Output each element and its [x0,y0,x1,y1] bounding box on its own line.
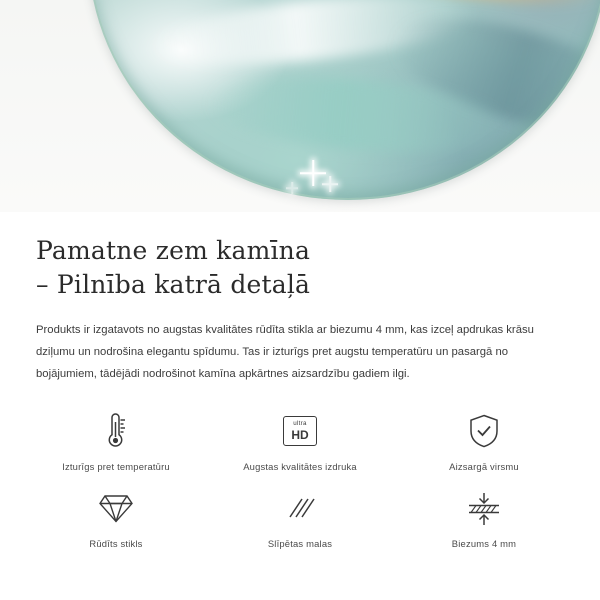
feature-label: Aizsargā virsmu [449,461,519,473]
thermometer-icon [99,411,133,451]
ultra-hd-icon: ultra HD [283,411,317,451]
description-paragraph: Produkts ir izgatavots no augstas kvalitātes rūdīta stikla ar biezumu 4 mm, kas izceļ apdrukas krāsu dziļumu un nodrošina elegantu spīdumu. Tas ir izturīgs pret augstu temperatūru un pasargā no bojājumiem, tādējādi nodrošinot kamīna apkārtnes aizsardzību gadiem ilgi. [36,324,534,381]
feature-item-surface-protection [392,411,576,472]
feature-label: Izturīgs pret temperatūru [62,461,170,473]
feature-grid [0,411,600,549]
feature-label: Biezums 4 mm [451,538,517,550]
thickness-icon [464,488,504,528]
feature-label: Rūdīts stikls [89,538,143,550]
feature-item-temperature [24,411,208,472]
headline-line-1: Pamatne zem kamīna [36,236,311,265]
feature-label: Slīpētas malas [267,538,333,550]
feature-item-tempered-glass [24,488,208,549]
feature-item-print-quality [208,411,392,472]
polished-edges-icon [282,488,318,528]
hero-image [0,0,600,212]
feature-label: Augstas kvalitātes izdruka [243,461,357,473]
feature-item-thickness [392,488,576,549]
page-title [36,234,564,301]
headline-line-2: – Pilnība katrā detaļā [36,269,311,299]
feature-item-polished-edges [208,488,392,549]
shield-check-icon [467,411,501,451]
text-content [0,212,600,385]
diamond-icon [97,488,135,528]
